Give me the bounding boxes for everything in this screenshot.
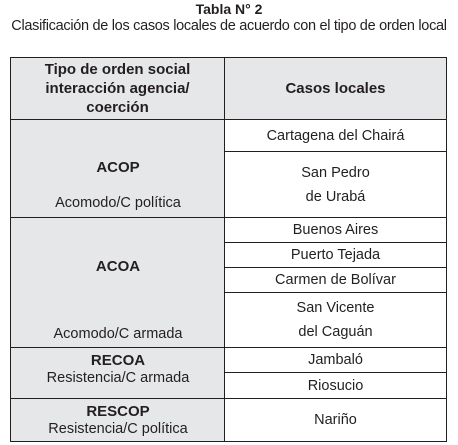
- header-order-type-line2: interacción agencia/: [45, 80, 190, 97]
- case-cell: [225, 218, 446, 242]
- table-number: Tabla N° 2: [195, 1, 263, 17]
- group-code-acop: ACOP: [96, 159, 140, 176]
- case-name: Riosucio: [307, 377, 364, 394]
- case-name: Buenos Aires: [292, 222, 379, 238]
- header-local-cases: Casos locales: [285, 80, 386, 97]
- header-order-type-line1: Tipo de orden social: [44, 61, 191, 78]
- case-name-line1: San Pedro: [301, 164, 370, 181]
- case-name: Puerto Tejada: [290, 247, 381, 263]
- case-cell: [225, 293, 446, 347]
- header-order-type-line3: coerción: [86, 99, 149, 116]
- group-code-rescop: RESCOP: [86, 403, 150, 420]
- case-cell: [225, 268, 446, 292]
- case-name-line1: San Vicente: [296, 300, 375, 316]
- group-desc-rescop: Resistencia/C política: [48, 421, 188, 437]
- case-cell: [225, 348, 446, 372]
- group-desc-recoa: Resistencia/C armada: [46, 370, 190, 386]
- table-caption: Clasificación de los casos locales de acuerdo con el tipo de orden local: [11, 18, 447, 34]
- case-name: Nariño: [314, 412, 357, 428]
- classification-table: [10, 57, 447, 442]
- case-name: Cartagena del Chairá: [266, 127, 405, 144]
- case-cell: [225, 373, 446, 398]
- group-code-acoa: ACOA: [95, 258, 141, 275]
- group-code-recoa: RECOA: [90, 352, 146, 369]
- group-desc-acoa: Acomodo/C armada: [53, 326, 183, 342]
- case-cell: [225, 399, 446, 441]
- case-cell: [225, 152, 446, 217]
- case-cell: [225, 120, 446, 151]
- case-name-line2: del Caguán: [298, 324, 373, 340]
- header-order-type: [11, 58, 224, 119]
- case-name-line2: de Urabá: [305, 188, 366, 205]
- group-desc-acop: Acomodo/C política: [55, 195, 181, 211]
- case-cell: [225, 243, 446, 267]
- case-name: Jambaló: [308, 352, 363, 368]
- case-name: Carmen de Bolívar: [275, 272, 396, 288]
